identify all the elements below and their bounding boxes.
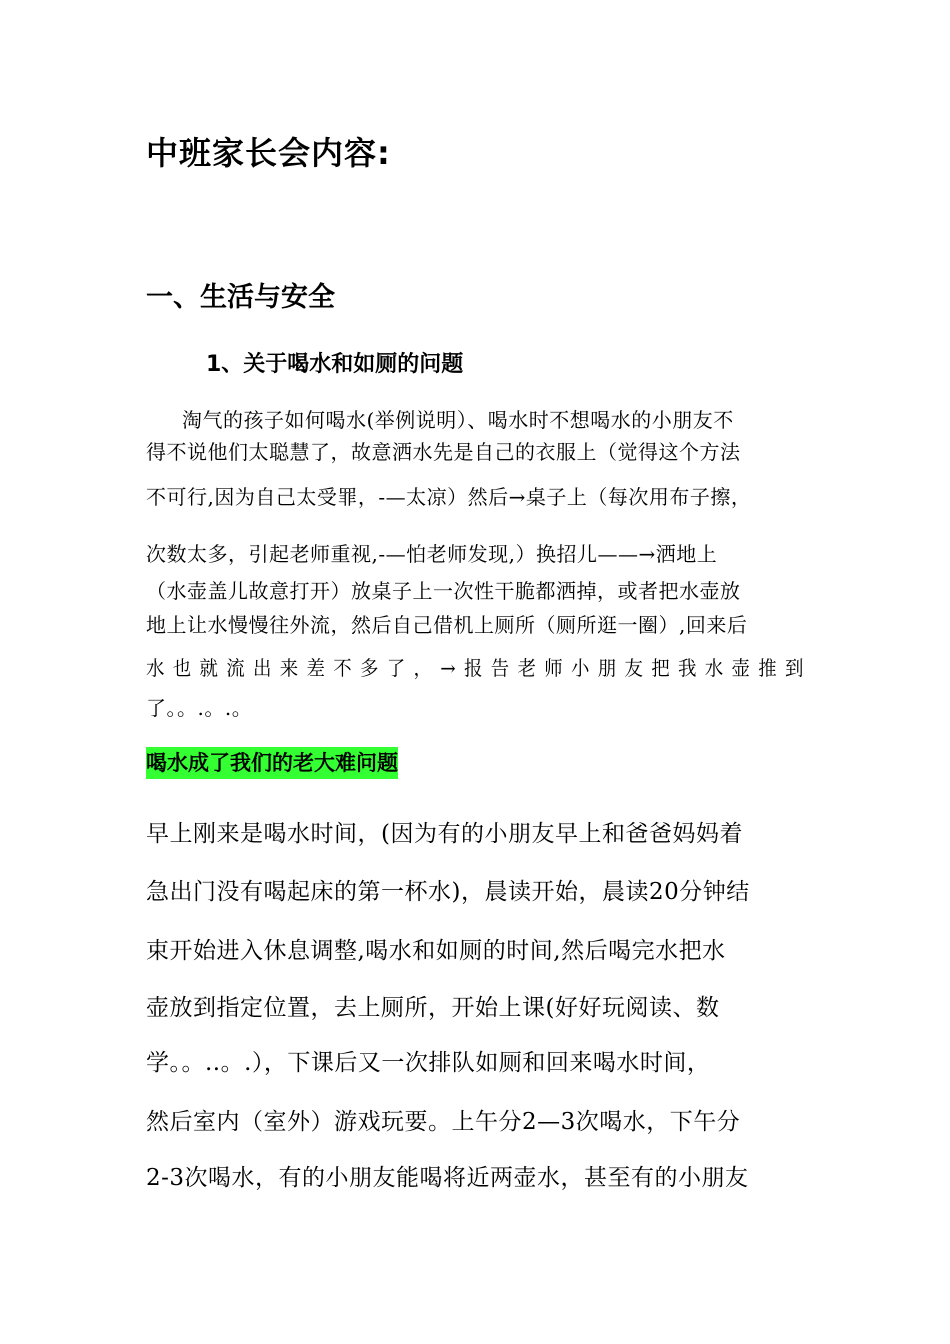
paragraph-line: 不可行,因为自己太受罪，-—太凉）然后→桌子上（每次用布子擦， [146,485,752,509]
paragraph-line: （水壶盖儿故意打开）放桌子上一次性干脆都洒掉，或者把水壶放 [146,579,741,603]
paragraph-line: 淘气的孩子如何喝水(举例说明）、喝水时不想喝水的小朋友不 [182,408,734,432]
paragraph-line: 束开始进入休息调整,喝水和如厕的时间,然后喝完水把水 [146,938,726,964]
paragraph-line: 急出门没有喝起床的第一杯水)，晨读开始，晨读20分钟结 [146,879,750,905]
paragraph-line: 早上刚来是喝水时间，(因为有的小朋友早上和爸爸妈妈着 [146,821,743,847]
paragraph-line: 然后室内（室外）游戏玩要。上午分2—3次喝水，下午分 [146,1109,741,1135]
document-title: 中班家长会内容: [146,134,391,172]
paragraph-line: 壶放到指定位置，去上厕所，开始上课(好好玩阅读、数 [146,995,720,1021]
paragraph-line: 次数太多，引起老师重视,-—怕老师发现,）换招儿——→洒地上 [146,542,718,566]
highlighted-heading: 喝水成了我们的老大难问题 [146,747,398,779]
paragraph-line: 学。。..。.），下课后又一次排队如厕和回来喝水时间， [146,1050,711,1076]
paragraph-line: 了。。.。.。 [146,696,253,720]
paragraph-line: 地上让水慢慢往外流，然后自己借机上厕所（厕所逛一圈）,回来后 [146,613,748,637]
paragraph-line: 2-3次喝水，有的小朋友能喝将近两壶水，甚至有的小朋友 [146,1165,749,1191]
section-heading: 一、生活与安全 [146,282,335,313]
paragraph-line: 得不说他们太聪慧了，故意洒水先是自己的衣服上（觉得这个方法 [146,440,741,464]
paragraph-line: 水也就流出来差不多了，→报告老师小朋友把我水壶推到 [146,656,812,680]
subsection-heading: 1、关于喝水和如厕的问题 [206,352,464,377]
